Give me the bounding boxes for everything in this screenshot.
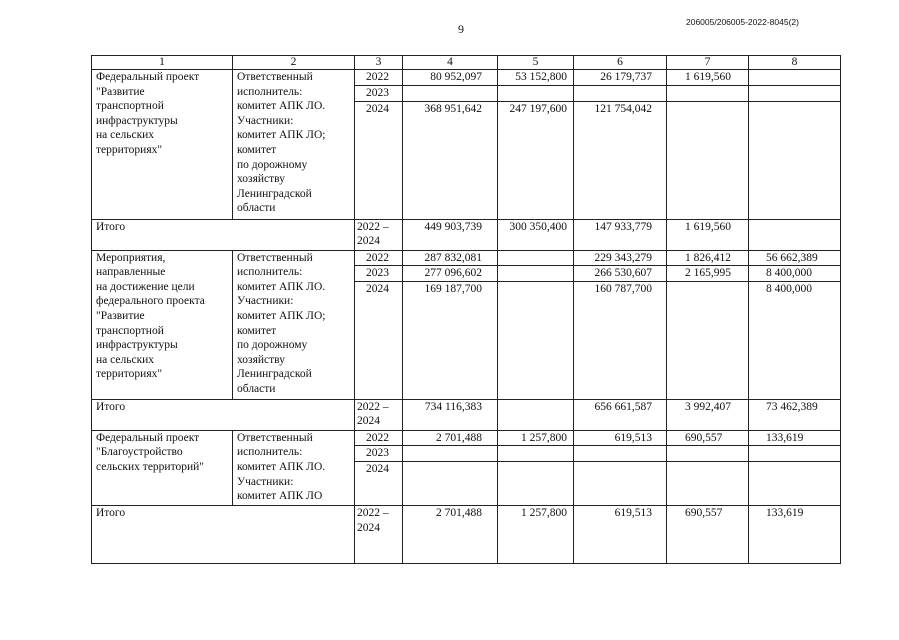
responsible-cell: Ответственный исполнитель: комитет АПК ЛО. Участники: комитет АПК ЛО; комитет по дорожному хозяйству Ленинградской области: [233, 70, 355, 220]
value-cell-7: [667, 101, 749, 219]
year-cell: 2023: [355, 86, 403, 102]
total-cell-4: 734 116,383: [403, 399, 498, 430]
value-cell-8: 8 400,000: [749, 281, 841, 399]
value-cell-7: 1 826,412: [667, 250, 749, 266]
value-cell-4: 277 096,602: [403, 266, 498, 282]
value-cell-6: 266 530,607: [574, 266, 667, 282]
value-cell-6: [574, 86, 667, 102]
value-cell-8: [749, 101, 841, 219]
total-row: [92, 399, 841, 430]
column-header-row: [92, 56, 841, 70]
year-cell: 2024: [355, 101, 403, 219]
project-name-cell: Федеральный проект "Развитие транспортной инфраструктуры на сельских территориях": [92, 70, 233, 220]
total-cell-8: 133,619: [749, 505, 841, 563]
value-cell-6: 229 343,279: [574, 250, 667, 266]
value-cell-7: [667, 446, 749, 462]
value-cell-6: [574, 461, 667, 505]
value-cell-6: 160 787,700: [574, 281, 667, 399]
total-row: [92, 219, 841, 250]
total-label: Итого: [92, 219, 355, 250]
total-cell-5: [498, 399, 574, 430]
total-cell-5: 300 350,400: [498, 219, 574, 250]
value-cell-4: [403, 446, 498, 462]
year-cell: 2023: [355, 266, 403, 282]
column-header: 3: [355, 56, 403, 70]
project-name-cell: Мероприятия, направленные на достижение цели федерального проекта "Развитие транспортной инфраструктуры на сельских территориях": [92, 250, 233, 399]
value-cell-7: [667, 86, 749, 102]
value-cell-8: [749, 446, 841, 462]
value-cell-4: 2 701,488: [403, 430, 498, 446]
column-header: 5: [498, 56, 574, 70]
total-cell-6: 656 661,587: [574, 399, 667, 430]
value-cell-7: 690,557: [667, 430, 749, 446]
column-header: 1: [92, 56, 233, 70]
value-cell-6: 26 179,737: [574, 70, 667, 86]
year-cell: 2024: [355, 281, 403, 399]
year-cell: 2022: [355, 70, 403, 86]
value-cell-5: [498, 461, 574, 505]
value-cell-8: [749, 461, 841, 505]
year-range-cell: 2022 – 2024: [355, 219, 403, 250]
value-cell-4: 287 832,081: [403, 250, 498, 266]
value-cell-8: [749, 86, 841, 102]
value-cell-8: [749, 70, 841, 86]
column-header: 4: [403, 56, 498, 70]
total-cell-8: [749, 219, 841, 250]
responsible-cell: Ответственный исполнитель: комитет АПК ЛО. Участники: комитет АПК ЛО: [233, 430, 355, 505]
total-cell-7: 690,557: [667, 505, 749, 563]
column-header: 2: [233, 56, 355, 70]
document-id: 206005/206005-2022-8045(2): [686, 17, 799, 27]
value-cell-7: 2 165,995: [667, 266, 749, 282]
table-row: [92, 430, 841, 446]
total-cell-4: 449 903,739: [403, 219, 498, 250]
year-cell: 2022: [355, 430, 403, 446]
year-cell: 2022: [355, 250, 403, 266]
value-cell-7: [667, 281, 749, 399]
value-cell-6: [574, 446, 667, 462]
value-cell-6: 619,513: [574, 430, 667, 446]
total-cell-6: 147 933,779: [574, 219, 667, 250]
column-header: 8: [749, 56, 841, 70]
value-cell-5: [498, 266, 574, 282]
table-row: [92, 70, 841, 86]
value-cell-4: [403, 86, 498, 102]
year-range-cell: 2022 – 2024: [355, 505, 403, 563]
value-cell-5: [498, 86, 574, 102]
year-cell: 2024: [355, 461, 403, 505]
value-cell-5: 53 152,800: [498, 70, 574, 86]
value-cell-4: [403, 461, 498, 505]
value-cell-6: 121 754,042: [574, 101, 667, 219]
page-number: 9: [458, 22, 464, 36]
value-cell-8: 56 662,389: [749, 250, 841, 266]
total-row: [92, 505, 841, 563]
responsible-cell: Ответственный исполнитель: комитет АПК ЛО. Участники: комитет АПК ЛО; комитет по дорожному хозяйству Ленинградской области: [233, 250, 355, 399]
column-header: 7: [667, 56, 749, 70]
total-cell-6: 619,513: [574, 505, 667, 563]
column-header: 6: [574, 56, 667, 70]
value-cell-7: [667, 461, 749, 505]
year-range-cell: 2022 – 2024: [355, 399, 403, 430]
value-cell-7: 1 619,560: [667, 70, 749, 86]
budget-table: [91, 55, 841, 564]
value-cell-4: 169 187,700: [403, 281, 498, 399]
total-cell-5: 1 257,800: [498, 505, 574, 563]
value-cell-5: [498, 446, 574, 462]
total-cell-7: 3 992,407: [667, 399, 749, 430]
total-cell-8: 73 462,389: [749, 399, 841, 430]
value-cell-8: 8 400,000: [749, 266, 841, 282]
total-cell-7: 1 619,560: [667, 219, 749, 250]
year-cell: 2023: [355, 446, 403, 462]
value-cell-5: 1 257,800: [498, 430, 574, 446]
total-label: Итого: [92, 505, 355, 563]
value-cell-5: [498, 281, 574, 399]
value-cell-5: [498, 250, 574, 266]
value-cell-4: 80 952,097: [403, 70, 498, 86]
project-name-cell: Федеральный проект "Благоустройство сельских территорий": [92, 430, 233, 505]
value-cell-8: 133,619: [749, 430, 841, 446]
value-cell-5: 247 197,600: [498, 101, 574, 219]
total-label: Итого: [92, 399, 355, 430]
total-cell-4: 2 701,488: [403, 505, 498, 563]
value-cell-4: 368 951,642: [403, 101, 498, 219]
table-row: [92, 250, 841, 266]
